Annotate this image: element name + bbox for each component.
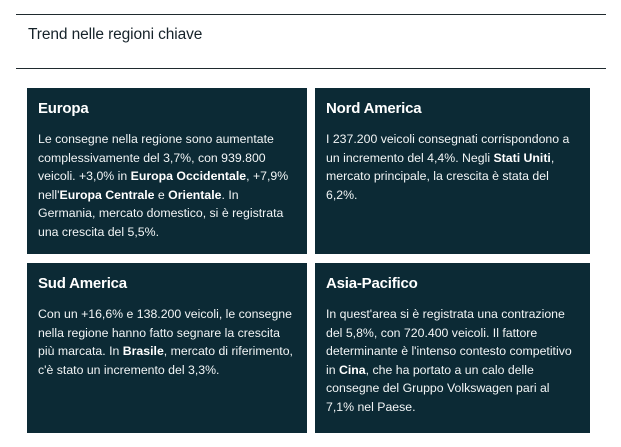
region-card-sud-america: [27, 263, 307, 433]
region-card-asia-pacifico: [315, 263, 590, 433]
text-run: , mercato di riferimento, c'è stato un incremento del 3,3%.: [38, 344, 293, 377]
card-title: Europa: [38, 100, 89, 117]
emphasized-text: Europa Occidentale: [130, 169, 247, 184]
emphasized-text: Cina: [339, 362, 366, 377]
emphasized-text: Europa Centrale: [59, 187, 155, 202]
emphasized-text: Stati Uniti: [493, 150, 551, 165]
card-body: [326, 305, 579, 417]
text-run: . In Germania, mercato domestico, si è registrata una crescita del 5,5%.: [38, 187, 284, 239]
emphasized-text: Orientale: [168, 187, 222, 202]
text-run: , mercato principale, la crescita è stata del 6,2%.: [326, 150, 555, 202]
text-run: In quest'area si è registrata una contrazione del 5,8%, con 720.400 veicoli. Il fattore determinante è l'intenso contesto competitivo in: [326, 307, 572, 377]
card-body: [326, 130, 579, 204]
card-title: Asia-Pacifico: [326, 275, 418, 292]
section-heading: Trend nelle regioni chiave: [28, 26, 203, 43]
card-body: [38, 305, 296, 379]
text-run: I 237.200 veicoli consegnati corrispondono a un incremento del 4,4%. Negli: [326, 132, 570, 165]
top-divider: [16, 14, 606, 15]
text-run: e: [154, 187, 169, 202]
region-card-nord-america: [315, 88, 590, 254]
text-run: Le consegne nella regione sono aumentate complessivamente del 3,7%, con 939.800 veicoli. +3,0% in: [38, 132, 274, 184]
bottom-divider: [16, 68, 606, 69]
text-run: , +7,9% nell': [38, 169, 289, 202]
text-run: Con un +16,6% e 138.200 veicoli, le consegne nella regione hanno fatto segnare la crescita più marcata. In: [38, 307, 292, 359]
card-body: [38, 130, 296, 242]
emphasized-text: Brasile: [122, 344, 164, 359]
region-card-europa: [27, 88, 307, 254]
card-title: Nord America: [326, 100, 422, 117]
card-title: Sud America: [38, 275, 127, 292]
text-run: , che ha portato a un calo delle consegne del Gruppo Volkswagen pari al 7,1% nel Paese.: [326, 362, 550, 414]
